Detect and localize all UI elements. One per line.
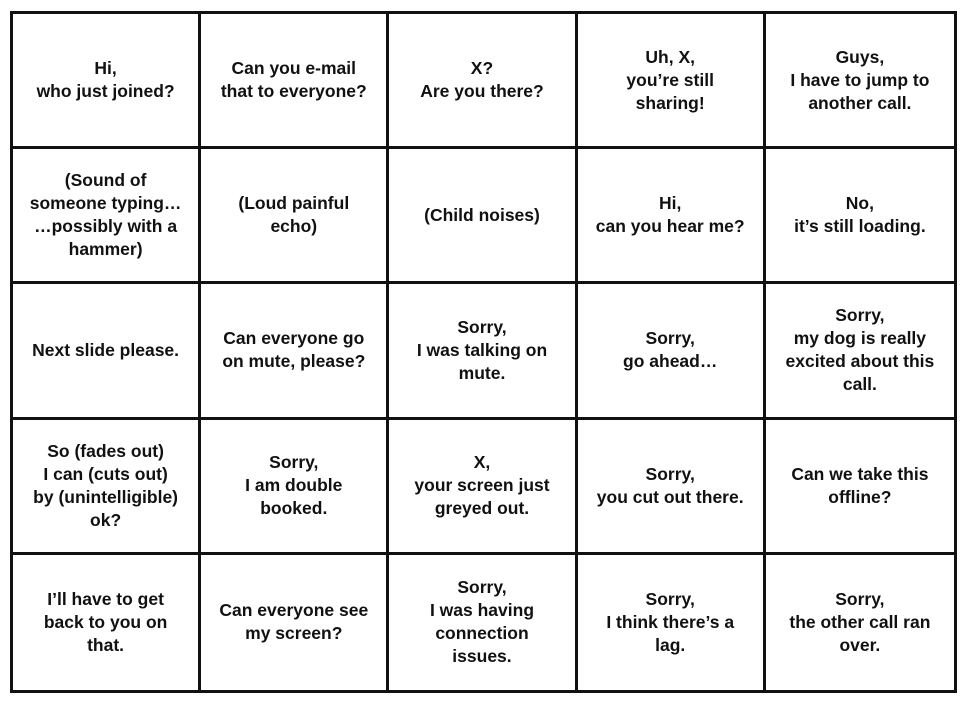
bingo-cell	[578, 14, 766, 149]
cell-text: Sorry, I was having connection issues.	[429, 577, 535, 667]
bingo-cell	[766, 149, 954, 284]
cell-text: Can we take this offline?	[791, 463, 929, 507]
bingo-cell	[578, 420, 766, 555]
bingo-cell	[578, 149, 766, 284]
cell-text: X, your screen just greyed out.	[414, 452, 550, 519]
cell-text: Sorry, the other call ran over.	[789, 588, 931, 655]
bingo-cell	[201, 420, 389, 555]
bingo-cell	[13, 149, 201, 284]
bingo-cell	[766, 284, 954, 419]
bingo-cell	[201, 149, 389, 284]
cell-text: Hi, can you hear me?	[595, 193, 745, 237]
bingo-cell	[389, 14, 577, 149]
bingo-cell	[766, 420, 954, 555]
cell-text: Guys, I have to jump to another call.	[790, 46, 930, 113]
bingo-cell	[389, 284, 577, 419]
bingo-cell	[389, 555, 577, 690]
bingo-cell	[13, 420, 201, 555]
cell-text: Sorry, go ahead…	[623, 328, 718, 372]
cell-text: Hi, who just joined?	[36, 58, 175, 102]
bingo-cell	[766, 555, 954, 690]
cell-text: No, it’s still loading.	[794, 193, 926, 237]
bingo-cell	[578, 284, 766, 419]
cell-text: Sorry, I am double booked.	[245, 452, 343, 519]
bingo-cell	[13, 555, 201, 690]
bingo-card	[10, 11, 957, 693]
cell-text: So (fades out) I can (cuts out) by (unintelligible) ok?	[33, 440, 179, 530]
bingo-cell	[201, 14, 389, 149]
cell-text: (Sound of someone typing… …possibly with a hammer)	[29, 170, 182, 260]
cell-text: Sorry, I think there’s a lag.	[606, 588, 735, 655]
cell-text: Sorry, you cut out there.	[596, 463, 744, 507]
cell-text: Sorry, I was talking on mute.	[416, 316, 548, 383]
cell-text: Uh, X, you’re still sharing!	[626, 46, 714, 113]
cell-text: I’ll have to get back to you on that.	[43, 588, 168, 655]
bingo-cell	[13, 14, 201, 149]
bingo-cell	[201, 555, 389, 690]
cell-text: Can everyone go on mute, please?	[222, 328, 366, 372]
cell-text: Next slide please.	[32, 339, 180, 360]
cell-text: Sorry, my dog is really excited about this call.	[785, 305, 935, 395]
bingo-cell	[389, 149, 577, 284]
cell-text: Can everyone see my screen?	[219, 600, 369, 644]
bingo-cell	[389, 420, 577, 555]
bingo-cell	[766, 14, 954, 149]
bingo-cell	[578, 555, 766, 690]
bingo-cell	[13, 284, 201, 419]
cell-text: (Child noises)	[424, 204, 540, 225]
cell-text: (Loud painful echo)	[238, 193, 350, 237]
cell-text: X? Are you there?	[420, 58, 544, 102]
bingo-cell	[201, 284, 389, 419]
cell-text: Can you e-mail that to everyone?	[220, 58, 367, 102]
